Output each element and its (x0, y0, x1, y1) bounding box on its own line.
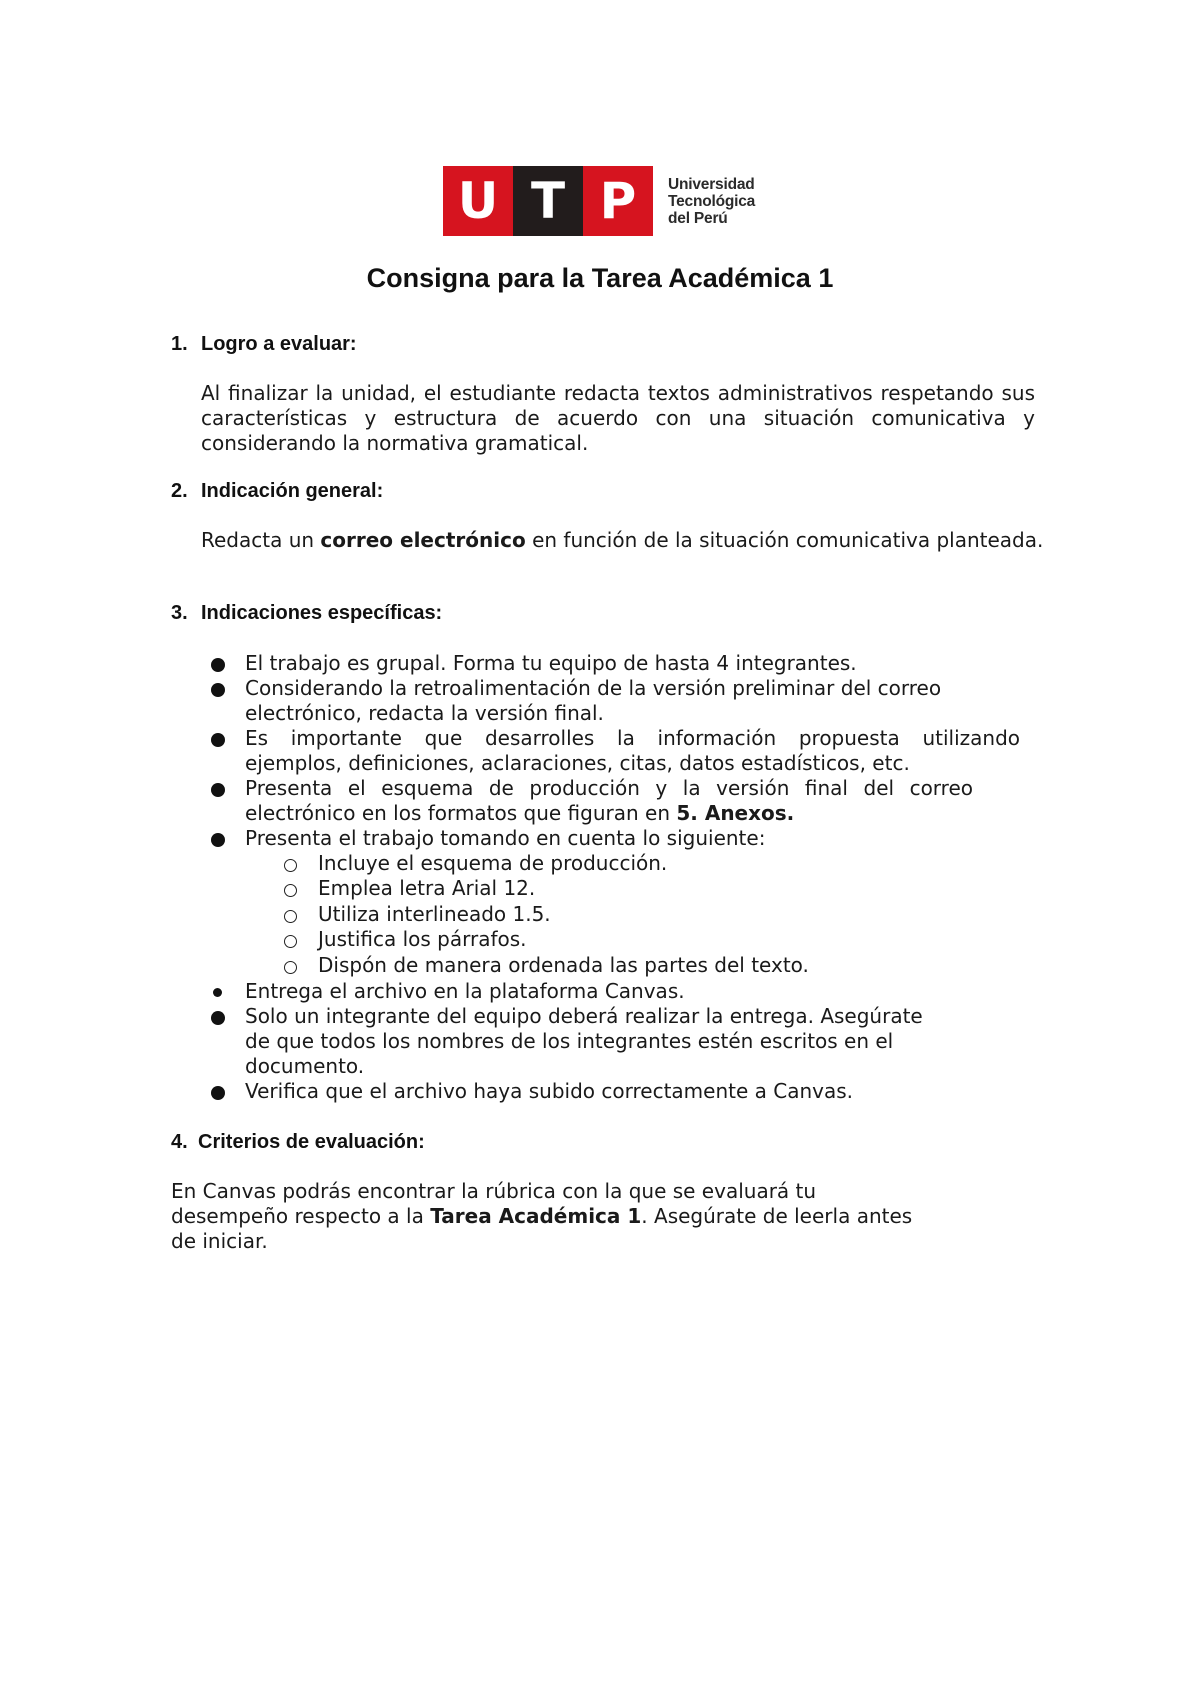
section-1-title: Logro a evaluar: (201, 333, 357, 355)
list-item-7-line-2: de que todos los nombres de los integrantes estén escritos en el (245, 1029, 894, 1053)
list-item-4-text: electrónico en los formatos que figuran en (245, 801, 670, 825)
annexes-reference: 5. Anexos. (676, 801, 795, 825)
section-4-line-2 (171, 1204, 912, 1229)
utp-logo (443, 166, 755, 236)
list-item-6: Entrega el archivo en la plataforma Canvas. (245, 979, 685, 1003)
bullet-icon (211, 833, 225, 847)
logo-letter-u: U (443, 166, 513, 236)
list-item-7-line-1: Solo un integrante del equipo deberá realizar la entrega. Asegúrate (245, 1004, 923, 1028)
logo-line-1: Universidad (668, 175, 755, 193)
list-item-5: Presenta el trabajo tomando en cuenta lo siguiente: (245, 826, 766, 850)
sub-bullet-icon (284, 910, 297, 923)
bullet-icon (211, 1011, 225, 1025)
sub-bullet-icon (284, 884, 297, 897)
section-2-number: 2. (171, 480, 188, 502)
section-1-number: 1. (171, 333, 188, 355)
bullet-icon (211, 1086, 225, 1100)
section-1-text: Al finalizar la unidad, el estudiante redacta textos administrativos respetando sus características y estructura de acuerdo con una situación comunicativa y considerando la normativa gramatical. (201, 381, 1035, 455)
list-item-8: Verifica que el archivo haya subido correctamente a Canvas. (245, 1079, 854, 1103)
list-item-2-line-2: electrónico, redacta la versión final. (245, 701, 604, 725)
sub-item-3: Utiliza interlineado 1.5. (318, 902, 551, 926)
logo-line-2: Tecnológica (668, 192, 756, 210)
section-2-text-end: en función de la situación comunicativa planteada. (532, 528, 1044, 552)
section-2-text (201, 528, 1057, 553)
section-2-text-bold: correo electrónico (320, 528, 526, 552)
bullet-icon (211, 733, 225, 747)
list-item-4-line-2 (245, 801, 794, 826)
list-item-7-line-3: documento. (245, 1054, 365, 1078)
page-title: Consigna para la Tarea Académica 1 (366, 263, 834, 293)
sub-bullet-icon (284, 961, 297, 974)
list-item-4-line-1: Presenta el esquema de producción y la versión final del correo (245, 776, 973, 800)
section-3-number: 3. (171, 602, 188, 624)
list-item-3-line-2: ejemplos, definiciones, aclaraciones, citas, datos estadísticos, etc. (245, 751, 910, 775)
section-1-heading (171, 333, 357, 356)
section-4-line-3: de iniciar. (171, 1229, 268, 1253)
list-item-3-line-1: Es importante que desarrolles la información propuesta utilizando (245, 726, 1020, 750)
assignment-reference: Tarea Académica 1 (430, 1204, 642, 1228)
list-item-2-line-1: Considerando la retroalimentación de la versión preliminar del correo (245, 676, 942, 700)
logo-letter-t: T (513, 166, 583, 236)
bullet-icon (211, 683, 225, 697)
sub-item-2: Emplea letra Arial 12. (318, 876, 536, 900)
logo-line-3: del Perú (668, 209, 728, 227)
logo-letter-p: P (583, 166, 653, 236)
bullet-icon (211, 658, 225, 672)
section-4-line-1: En Canvas podrás encontrar la rúbrica con la que se evaluará tu (171, 1179, 817, 1203)
sub-bullet-icon (284, 859, 297, 872)
section-4-heading (171, 1131, 425, 1154)
sub-item-4: Justifica los párrafos. (318, 927, 527, 951)
section-4-title: Criterios de evaluación: (198, 1131, 425, 1153)
section-3-title: Indicaciones específicas: (201, 602, 443, 624)
sub-item-5: Dispón de manera ordenada las partes del texto. (318, 953, 809, 977)
section-2-text-start: Redacta un (201, 528, 315, 552)
section-3-heading (171, 602, 442, 625)
section-2-heading (171, 480, 383, 503)
logo-wordmark (668, 176, 755, 227)
section-4-line-2-end: . Asegúrate de leerla antes (641, 1204, 913, 1228)
section-4-number: 4. (171, 1131, 188, 1153)
section-4-line-2-start: desempeño respecto a la (171, 1204, 424, 1228)
logo-blocks (443, 166, 653, 236)
section-2-title: Indicación general: (201, 480, 384, 502)
sub-item-1: Incluye el esquema de producción. (318, 851, 668, 875)
list-item-1: El trabajo es grupal. Forma tu equipo de hasta 4 integrantes. (245, 651, 857, 675)
bullet-icon (211, 783, 225, 797)
bullet-icon (213, 988, 222, 997)
sub-bullet-icon (284, 935, 297, 948)
